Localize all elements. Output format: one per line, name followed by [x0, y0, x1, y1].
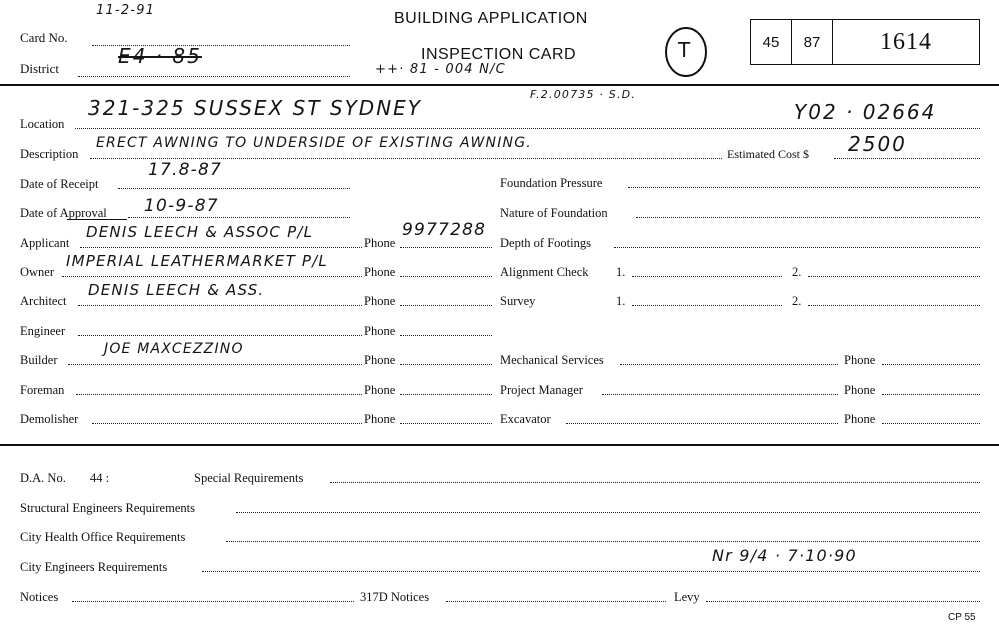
foreman-phone-line [400, 394, 492, 395]
district-line [78, 76, 350, 77]
structural-requirements-label: Structural Engineers Requirements [20, 501, 195, 515]
excavator-line [566, 423, 838, 424]
description-line [90, 158, 722, 159]
architect-line [78, 305, 362, 306]
district-label: District [20, 61, 59, 76]
applicant-phone-value: 9977288 [402, 220, 487, 240]
health-requirements-line [226, 541, 980, 542]
city-engineers-line [202, 571, 980, 572]
box-card-number: 1614 [880, 28, 932, 55]
levy-line [706, 601, 980, 602]
card-number-boxes [750, 19, 980, 65]
project-manager-phone-label: Phone [844, 383, 876, 397]
demolisher-label: Demolisher [20, 412, 79, 426]
city-engineers-label: City Engineers Requirements [20, 560, 168, 574]
survey-label: Survey [500, 294, 536, 308]
foundation-pressure-label: Foundation Pressure [500, 176, 603, 190]
excavator-phone-line [882, 423, 980, 424]
applicant-phone-label: Phone [364, 236, 396, 250]
applicant-line [80, 247, 362, 248]
builder-value: JOE MAXCEZZINO [104, 341, 244, 357]
alignment-check-line1 [632, 276, 782, 277]
survey-num1: 1. [616, 294, 626, 308]
owner-value: IMPERIAL LEATHERMARKET P/L [66, 252, 328, 270]
alignment-check-num1: 1. [616, 265, 626, 279]
da-no-value: 44 : [90, 471, 110, 485]
architect-phone-line [400, 305, 492, 306]
engineer-phone-line [400, 335, 492, 336]
city-engineers-value: Nr 9/4 · 7·10·90 [712, 546, 857, 565]
owner-phone-line [400, 276, 492, 277]
mechanical-services-line [620, 364, 838, 365]
location-line [75, 128, 980, 129]
depth-footings-label: Depth of Footings [500, 236, 591, 250]
structural-requirements-line [236, 512, 980, 513]
location-value: 321-325 SUSSEX ST SYDNEY [88, 96, 423, 120]
date-receipt-value: 17.8-87 [148, 160, 223, 180]
demolisher-phone-label: Phone [364, 412, 396, 426]
description-label: Description [20, 147, 79, 161]
da-no-label: D.A. No. [20, 471, 66, 485]
nature-foundation-label: Nature of Foundation [500, 206, 608, 220]
project-manager-label: Project Manager [500, 383, 583, 397]
alignment-check-label: Alignment Check [500, 265, 589, 279]
engineer-label: Engineer [20, 324, 66, 338]
handwritten-circled-letter: T [678, 38, 693, 62]
architect-value: DENIS LEECH & ASS. [88, 281, 265, 299]
architect-phone-label: Phone [364, 294, 396, 308]
special-requirements-label: Special Requirements [194, 471, 304, 485]
location-label: Location [20, 117, 65, 131]
applicant-value: DENIS LEECH & ASSOC P/L [86, 223, 314, 241]
architect-label: Architect [20, 294, 67, 308]
owner-line [62, 276, 362, 277]
handwritten-district: E4 · 85 [118, 44, 202, 68]
engineer-line [78, 335, 362, 336]
builder-phone-line [400, 364, 492, 365]
box-year: 87 [792, 20, 833, 64]
survey-line1 [632, 305, 782, 306]
estimated-cost-line [834, 158, 980, 159]
excavator-phone-label: Phone [844, 412, 876, 426]
approval-underline [67, 219, 127, 220]
survey-line2 [808, 305, 980, 306]
excavator-label: Excavator [500, 412, 551, 426]
foreman-phone-label: Phone [364, 383, 396, 397]
applicant-label: Applicant [20, 236, 70, 250]
survey-num2: 2. [792, 294, 802, 308]
date-approval-line [128, 217, 350, 218]
builder-label: Builder [20, 353, 58, 367]
engineer-phone-label: Phone [364, 324, 396, 338]
divider-top [0, 84, 999, 86]
foreman-label: Foreman [20, 383, 65, 397]
notices-317d-line [446, 601, 666, 602]
demolisher-line [92, 423, 362, 424]
card-title-line1: BUILDING APPLICATION [394, 10, 588, 27]
depth-footings-line [614, 247, 980, 248]
foreman-line [76, 394, 362, 395]
project-manager-line [602, 394, 838, 395]
date-receipt-label: Date of Receipt [20, 177, 99, 191]
alignment-check-num2: 2. [792, 265, 802, 279]
applicant-phone-line [400, 247, 492, 248]
mechanical-phone-label: Phone [844, 353, 876, 367]
date-receipt-line [118, 188, 350, 189]
special-requirements-line [330, 482, 980, 483]
form-code: CP 55 [948, 612, 976, 623]
box-district-code: 45 [751, 20, 792, 64]
location-note: F.2.00735 · S.D. [530, 88, 637, 101]
foundation-pressure-line [628, 187, 980, 188]
nature-foundation-line [636, 217, 980, 218]
notices-317d-label: 317D Notices [360, 590, 430, 604]
divider-bottom [0, 444, 999, 446]
handwritten-header-date: 11-2-91 [96, 3, 156, 18]
notices-label: Notices [20, 590, 59, 604]
owner-label: Owner [20, 265, 55, 279]
project-manager-phone-line [882, 394, 980, 395]
mechanical-services-label: Mechanical Services [500, 353, 604, 367]
handwritten-file-ref: ++· 81 - 004 N/C [375, 62, 506, 77]
builder-phone-label: Phone [364, 353, 396, 367]
card-no-label: Card No. [20, 30, 68, 45]
estimated-cost-value: 2500 [848, 132, 907, 156]
owner-phone-label: Phone [364, 265, 396, 279]
builder-line [68, 364, 362, 365]
date-approval-label: Date of Approval [20, 206, 107, 220]
notices-line [72, 601, 354, 602]
card-title-line2: INSPECTION CARD [421, 46, 577, 63]
location-ref: Y02 · 02664 [794, 100, 937, 124]
health-requirements-label: City Health Office Requirements [20, 530, 186, 544]
demolisher-phone-line [400, 423, 492, 424]
description-value: ERECT AWNING TO UNDERSIDE OF EXISTING AWNING. [96, 135, 532, 151]
mechanical-phone-line [882, 364, 980, 365]
levy-label: Levy [674, 590, 700, 604]
estimated-cost-label: Estimated Cost $ [727, 147, 809, 161]
alignment-check-line2 [808, 276, 980, 277]
date-approval-value: 10-9-87 [144, 196, 219, 216]
